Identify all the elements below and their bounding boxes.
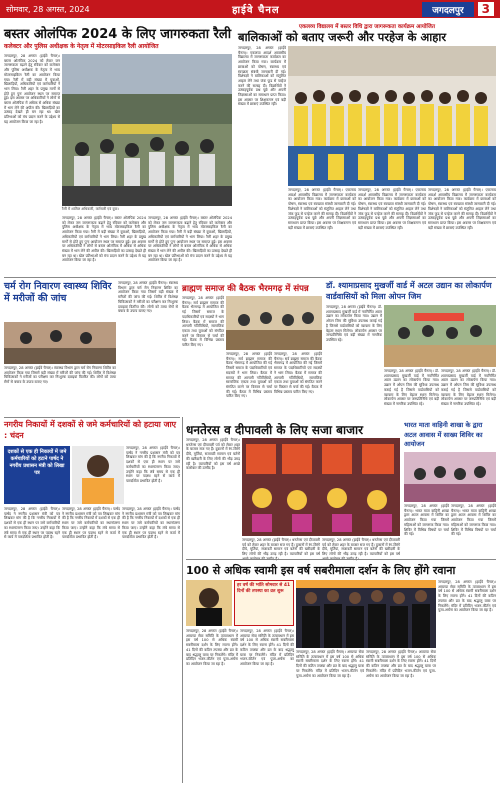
story9-photo bbox=[186, 580, 232, 626]
masthead: हाईवे चैनल bbox=[232, 5, 280, 16]
story9-body-cont3: जगदलपुर, 28 अगस्त (हाईवे चैनल)। अय्यप्पा सेवा समिति के तत्वावधान में इस वर्ष 100 से अधिक स्वामी सबरीमाला दर्शन के लिए रवाना होंगे। 41 दिनों की कठिन तपस्या और व्रत के बाद श्रद्धालु यात्रा पर निकलेंगे। मंदिर में प्रतिदिन भजन-कीर्तन एवं पूजा-अर्चना का आयोजन किया जा रहा है। bbox=[366, 650, 436, 678]
story3-body-cont: जगदलपुर, 28 अगस्त (हाईवे चैनल)। स्वास्थ्य विभाग द्वारा चर्म रोग निवारण शिविर का आयोजन किया गया जिसमें बड़ी संख्या में मरीजों की जांच की गई। शिविर में विशेषज्ञ चिकित्सकों ने मरीजों का परीक्षण कर निःशुल्क दवाइयां वितरित कीं। लोगों को त्वचा रोगों से बचाव के उपाय बताए गए। bbox=[118, 281, 178, 314]
story2-body: जगदलपुर, 28 अगस्त (हाईवे चैनल)। एकलव्य आदर्श आवासीय विद्यालय में जागरूकता कार्यक्रम का आयोजन किया गया। कार्यक्रम में छात्राओं को पोषण, स्वास्थ्य एवं स्वच्छता संबंधी जानकारी दी गई। विशेषज्ञों ने बालिकाओं को संतुलित आहार लेने तथा जंक फूड से परहेज करने की सलाह दी। विद्यार्थियों ने उत्साहपूर्वक प्रश्न पूछे और अपनी जिज्ञासाओं का समाधान प्राप्त किया। इस अवसर पर शिक्षकगण एवं बड़ी संख्या में छात्राएं उपस्थित रहीं। bbox=[238, 46, 286, 107]
page-number: 3 bbox=[478, 2, 494, 16]
city-label: जगदलपुर bbox=[422, 2, 473, 17]
story8-headline: भारत माता वाहिनी शाखा के द्वारा अटल आवास में साख्य शिविर का आयोजन bbox=[404, 421, 483, 448]
story5-body: जगदलपुर, 28 अगस्त (हाईवे चैनल)। डॉ. श्यामाप्रसाद मुखर्जी वार्ड में नवनिर्मित अटल उद्यान का लोकार्पण किया गया। उद्यान में ओपन जिम की सुविधा उपलब्ध कराई गई है जिससे वार्डवासियों को व्यायाम के लिए बेहतर स्थान मिलेगा। लोकार्पण अवसर पर जनप्रतिनिधि एवं बड़ी संख्या में नागरिक उपस्थित रहे। bbox=[326, 305, 382, 342]
story7-body-cont: जगदलपुर, 28 अगस्त (हाईवे चैनल)। धनतेरस एवं दीपावली पर्व को लेकर शहर के बाजार सज गए हैं। दुकानों में रंग-बिरंगे दीये, मूर्तियां, सजावटी सामान एवं बर्तनों की खरीदारी के लिए लोगों की भीड़ उमड़ रही है। व्यापारियों को इस वर्ष bbox=[242, 538, 320, 557]
story6-body-cont3: जगदलपुर, 28 अगस्त (हाईवे चैनल)। पार्षद ने नगरीय प्रशासन मंत्री को पत्र लिखकर मांग की है कि नगरीय निकायों में दशकों से एक ही स्थान पर जमे कर्मचारियों का स्थानांतरण किया जाए। उन्होंने कहा कि लंबे समय से एक ही स्थान पर पदस्थ रहने से कार्य में पारदर्शिता प्रभावित होती है। bbox=[122, 507, 180, 540]
story8-body-cont: जगदलपुर, 28 अगस्त (हाईवे चैनल)। भारत माता वाहिनी शाखा द्वारा अटल आवास में शिविर का आयोजन किया गया जिसमें महिलाओं को जागरूक किया गया। शिविर में विभिन्न विषयों पर चर्चा की गई। bbox=[451, 504, 496, 537]
story1-photo bbox=[62, 54, 232, 206]
story5-body-cont: जगदलपुर, 28 अगस्त (हाईवे चैनल)। डॉ. श्यामाप्रसाद मुखर्जी वार्ड में नवनिर्मित अटल उद्यान का लोकार्पण किया गया। उद्यान में ओपन जिम की सुविधा उपलब्ध कराई गई है जिससे वार्डवासियों को व्यायाम के लिए बेहतर स्थान मिलेगा। लोकार्पण अवसर पर जनप्रतिनिधि एवं बड़ी संख्या में नागरिक उपस्थित रहे। bbox=[384, 369, 439, 406]
divider-vertical bbox=[182, 417, 183, 783]
story5-photo bbox=[384, 305, 496, 367]
story9-highlight-box: हर वर्ष की भांति सोमवार से 41 दिनों की तपस्या का व्रत शुरू bbox=[234, 580, 294, 626]
story1-body-cont: जगदलपुर, 28 अगस्त (हाईवे चैनल)। बस्तर ओलंपिक 2024 को लेकर जन जागरूकता बढ़ाने हेतु रविवार को कलेक्टर और पुलिस अधीक्षक के नेतृत्व में भव्य मोटरसाइकिल रैली का आयोजन किया गया। रैली में बड़ी संख्या में युवाओं, खिलाड़ियों, अधिकारियों एवं कर्मचारियों ने भाग लिया। रैली शहर के प्रमुख मार्गों से होते हुए पुनः आयोजन स्थल पर समाप्त हुई। इस अवसर पर अधिकारियों ने लोगों से बस्तर ओलंपिक में अधिक से अधिक संख्या में भाग लेने की अपील की। खिलाड़ियों का उत्साह देखते ही बन रहा था। खेल प्रतिभाओं को मंच प्रदान करने के उद्देश्य से यह आयोजन किया जा रहा है। bbox=[62, 216, 146, 263]
header-date: सोमवार, 28 अगस्त, 2024 bbox=[6, 4, 90, 14]
story7-headline: धनतेरस व दीपावली के लिए सजा बाजार bbox=[186, 423, 364, 437]
story8-photo bbox=[404, 452, 496, 502]
story9-body-cont2: जगदलपुर, 28 अगस्त (हाईवे चैनल)। अय्यप्पा सेवा समिति के तत्वावधान में इस वर्ष 100 से अधिक स्वामी सबरीमाला दर्शन के लिए रवाना होंगे। 41 दिनों की कठिन तपस्या और व्रत के बाद श्रद्धालु यात्रा पर निकलेंगे। मंदिर में प्रतिदिन भजन-कीर्तन एवं पूजा-अर्चना का आयोजन किया जा रहा है। bbox=[296, 650, 364, 678]
story2-body-cont3: जगदलपुर, 28 अगस्त (हाईवे चैनल)। एकलव्य आदर्श आवासीय विद्यालय में जागरूकता कार्यक्रम का आयोजन किया गया। कार्यक्रम में छात्राओं को पोषण, स्वास्थ्य एवं स्वच्छता संबंधी जानकारी दी गई। विशेषज्ञों ने बालिकाओं को संतुलित आहार लेने तथा जंक फूड से परहेज करने की सलाह दी। विद्यार्थियों ने उत्साहपूर्वक प्रश्न पूछे और अपनी जिज्ञासाओं का समाधान प्राप्त किया। इस अवसर पर शिक्षकगण एवं बड़ी संख्या में छात्राएं उपस्थित रहीं। bbox=[428, 188, 496, 230]
story9-body-cont: जगदलपुर, 28 अगस्त (हाईवे चैनल)। अय्यप्पा सेवा समिति के तत्वावधान में इस वर्ष 100 से अधिक स्वामी सबरीमाला दर्शन के लिए रवाना होंगे। 41 दिनों की कठिन तपस्या और व्रत के बाद श्रद्धालु यात्रा पर निकलेंगे। मंदिर में प्रतिदिन भजन-कीर्तन एवं पूजा-अर्चना का आयोजन किया जा रहा है। bbox=[240, 629, 294, 666]
story5-headline: डॉ. श्यामाप्रसाद मुखर्जी वार्ड में अटल उद्यान का लोकार्पण वार्डवासियों को मिला ओपन जिम bbox=[326, 281, 492, 301]
story4-body: जगदलपुर, 28 अगस्त (हाईवे चैनल)। सर्व ब्राह्मण समाज की बैठक भैरमगढ़ में आयोजित की गई जिसमें समाज के पदाधिकारियों एवं सदस्यों ने भाग लिया। बैठक में समाज की आगामी गतिविधियों, सामाजिक एकता तथा युवाओं को संगठित करने पर विस्तार से चर्चा की गई। बैठक में विभिन्न प्रस्ताव पारित किए गए। bbox=[182, 296, 224, 348]
story9-body: जगदलपुर, 28 अगस्त (हाईवे चैनल)। अय्यप्पा सेवा समिति के तत्वावधान में इस वर्ष 100 से अधिक स्वामी सबरीमाला दर्शन के लिए रवाना होंगे। 41 दिनों की कठिन तपस्या और व्रत के बाद श्रद्धालु यात्रा पर निकलेंगे। मंदिर में प्रतिदिन भजन-कीर्तन एवं पूजा-अर्चना का आयोजन किया जा रहा है। bbox=[186, 629, 238, 666]
story5-body-cont2: जगदलपुर, 28 अगस्त (हाईवे चैनल)। डॉ. श्यामाप्रसाद मुखर्जी वार्ड में नवनिर्मित अटल उद्यान का लोकार्पण किया गया। उद्यान में ओपन जिम की सुविधा उपलब्ध कराई गई है जिससे वार्डवासियों को व्यायाम के लिए बेहतर स्थान मिलेगा। लोकार्पण अवसर पर जनप्रतिनिधि एवं बड़ी संख्या में नागरिक उपस्थित रहे। bbox=[441, 369, 496, 406]
story6-body-cont: जगदलपुर, 28 अगस्त (हाईवे चैनल)। पार्षद ने नगरीय प्रशासन मंत्री को पत्र लिखकर मांग की है कि नगरीय निकायों में दशकों से एक ही स्थान पर जमे कर्मचारियों का स्थानांतरण किया जाए। उन्होंने कहा कि लंबे समय से एक ही स्थान पर पदस्थ रहने से कार्य में पारदर्शिता प्रभावित होती है। bbox=[4, 507, 60, 540]
story4-body-cont2: जगदलपुर, 28 अगस्त (हाईवे चैनल)। सर्व ब्राह्मण समाज की बैठक भैरमगढ़ में आयोजित की गई जिसमें समाज के पदाधिकारियों एवं सदस्यों ने भाग लिया। बैठक में समाज की आगामी गतिविधियों, सामाजिक एकता तथा युवाओं को संगठित करने पर विस्तार से चर्चा की गई। बैठक में विभिन्न प्रस्ताव पारित किए गए। bbox=[274, 352, 322, 394]
story2-photo bbox=[288, 46, 496, 186]
story1-body: जगदलपुर, 28 अगस्त (हाईवे चैनल)। बस्तर ओलंपिक 2024 को लेकर जन जागरूकता बढ़ाने हेतु रविवार को कलेक्टर और पुलिस अधीक्षक के नेतृत्व में भव्य मोटरसाइकिल रैली का आयोजन किया गया। रैली में बड़ी संख्या में युवाओं, खिलाड़ियों, अधिकारियों एवं कर्मचारियों ने भाग लिया। रैली शहर के प्रमुख मार्गों से होते हुए पुनः आयोजन स्थल पर समाप्त हुई। इस अवसर पर अधिकारियों ने लोगों से बस्तर ओलंपिक में अधिक से अधिक संख्या में भाग लेने की अपील की। खिलाड़ियों का उत्साह देखते ही बन रहा था। खेल प्रतिभाओं को मंच प्रदान करने के उद्देश्य से यह आयोजन किया जा रहा है। bbox=[4, 54, 60, 124]
story6-headline: नगरीय निकायों में दशकों से जमे कर्मचारियों को हटाया जाए : चंदन bbox=[4, 420, 177, 440]
story7-body-cont2: जगदलपुर, 28 अगस्त (हाईवे चैनल)। धनतेरस एवं दीपावली पर्व को लेकर शहर के बाजार सज गए हैं। दुकानों में रंग-बिरंगे दीये, मूर्तियां, सजावटी सामान एवं बर्तनों की खरीदारी के लिए लोगों की भीड़ उमड़ रही है। व्यापारियों को इस वर्ष bbox=[322, 538, 400, 557]
story9-body-cont4: जगदलपुर, 28 अगस्त (हाईवे चैनल)। अय्यप्पा सेवा समिति के तत्वावधान में इस वर्ष 100 से अधिक स्वामी सबरीमाला दर्शन के लिए रवाना होंगे। 41 दिनों की कठिन तपस्या और व्रत के बाद श्रद्धालु यात्रा पर निकलेंगे। मंदिर में प्रतिदिन भजन-कीर्तन एवं पूजा-अर्चना का आयोजन किया जा रहा है। bbox=[438, 580, 496, 613]
story7-body: जगदलपुर, 28 अगस्त (हाईवे चैनल)। धनतेरस एवं दीपावली पर्व को लेकर शहर के बाजार सज गए हैं। दुकानों में रंग-बिरंगे दीये, मूर्तियां, सजावटी सामान एवं बर्तनों की खरीदारी के लिए लोगों की भीड़ उमड़ रही है। व्यापारियों को इस वर्ष अच्छे कारोबार की उम्मीद है। bbox=[186, 438, 240, 471]
story6-quote-box: दशकों से एक ही निकायों में जमे कर्मचारियों को हटाने पार्षद ने नगरीय प्रशासन मंत्री को लिखा पत्र bbox=[4, 446, 70, 504]
story4-body-cont: जगदलपुर, 28 अगस्त (हाईवे चैनल)। सर्व ब्राह्मण समाज की बैठक भैरमगढ़ में आयोजित की गई जिसमें समाज के पदाधिकारियों एवं सदस्यों ने भाग लिया। बैठक में समाज की आगामी गतिविधियों, सामाजिक एकता तथा युवाओं को संगठित करने पर विस्तार से चर्चा की गई। बैठक में विभिन्न प्रस्ताव पारित किए गए। bbox=[226, 352, 272, 399]
story2-headline: बालिकाओं को बताए जरूरी और परहेज के आहार bbox=[238, 30, 447, 44]
divider-left bbox=[4, 417, 180, 418]
divider-lower bbox=[186, 559, 496, 560]
story3-photo bbox=[4, 322, 116, 364]
story1-body-cont2: जगदलपुर, 28 अगस्त (हाईवे चैनल)। बस्तर ओलंपिक 2024 को लेकर जन जागरूकता बढ़ाने हेतु रविवार को कलेक्टर और पुलिस अधीक्षक के नेतृत्व में भव्य मोटरसाइकिल रैली का आयोजन किया गया। रैली में बड़ी संख्या में युवाओं, खिलाड़ियों, अधिकारियों एवं कर्मचारियों ने भाग लिया। रैली शहर के प्रमुख मार्गों से होते हुए पुनः आयोजन स्थल पर समाप्त हुई। इस अवसर पर अधिकारियों ने लोगों से बस्तर ओलंपिक में अधिक से अधिक संख्या में भाग लेने की अपील की। खिलाड़ियों का उत्साह देखते ही बन रहा था। खेल प्रतिभाओं को मंच प्रदान करने के उद्देश्य से यह आयोजन किया जा रहा है। bbox=[148, 216, 232, 263]
story9-headline: 100 से अधिक स्वामी इस वर्ष सबरीमाला दर्शन के लिए होंगे रवाना bbox=[186, 564, 456, 577]
story1-headline: बस्तर ओलंपिक 2024 के लिए जागरुकता रैली bbox=[4, 27, 232, 42]
story4-photo bbox=[226, 296, 322, 350]
story6-photo bbox=[72, 446, 124, 504]
story6-body: जगदलपुर, 28 अगस्त (हाईवे चैनल)। पार्षद ने नगरीय प्रशासन मंत्री को पत्र लिखकर मांग की है कि नगरीय निकायों में दशकों से एक ही स्थान पर जमे कर्मचारियों का स्थानांतरण किया जाए। उन्होंने कहा कि लंबे समय से एक ही स्थान पर पदस्थ रहने से कार्य में पारदर्शिता प्रभावित होती है। bbox=[126, 446, 180, 483]
story9-photo-group bbox=[296, 580, 436, 648]
story2-body-cont: जगदलपुर, 28 अगस्त (हाईवे चैनल)। एकलव्य आदर्श आवासीय विद्यालय में जागरूकता कार्यक्रम का आयोजन किया गया। कार्यक्रम में छात्राओं को पोषण, स्वास्थ्य एवं स्वच्छता संबंधी जानकारी दी गई। विशेषज्ञों ने बालिकाओं को संतुलित आहार लेने तथा जंक फूड से परहेज करने की सलाह दी। विद्यार्थियों ने उत्साहपूर्वक प्रश्न पूछे और अपनी जिज्ञासाओं का समाधान प्राप्त किया। इस अवसर पर शिक्षकगण एवं बड़ी संख्या में छात्राएं उपस्थित रहीं। bbox=[288, 188, 356, 230]
story3-headline: चर्म रोग निवारण स्वास्थ्य शिविर में मरीजों की जांच bbox=[4, 281, 112, 304]
story1-caption: रैली में शामिल अधिकारी, कर्मचारी एवं युवा। bbox=[62, 207, 119, 211]
story6-body-cont2: जगदलपुर, 28 अगस्त (हाईवे चैनल)। पार्षद ने नगरीय प्रशासन मंत्री को पत्र लिखकर मांग की है कि नगरीय निकायों में दशकों से एक ही स्थान पर जमे कर्मचारियों का स्थानांतरण किया जाए। उन्होंने कहा कि लंबे समय से एक ही स्थान पर पदस्थ रहने से कार्य में पारदर्शिता प्रभावित होती है। bbox=[62, 507, 120, 540]
story7-photo bbox=[242, 438, 400, 536]
story2-kicker: एकलव्य विद्यालय में बस्तर विधि द्वारा जागरूकता कार्यक्रम आयोजित bbox=[298, 24, 436, 30]
story4-headline: ब्राह्मण समाज की बैठक भैरमगढ़ में संपन्न bbox=[182, 284, 309, 294]
story1-subhead: कलेक्टर और पुलिस अधीक्षक के नेतृत्व में मोटरसाइकिल रैली आयोजित bbox=[4, 43, 159, 50]
story2-body-cont2: जगदलपुर, 28 अगस्त (हाईवे चैनल)। एकलव्य आदर्श आवासीय विद्यालय में जागरूकता कार्यक्रम का आयोजन किया गया। कार्यक्रम में छात्राओं को पोषण, स्वास्थ्य एवं स्वच्छता संबंधी जानकारी दी गई। विशेषज्ञों ने बालिकाओं को संतुलित आहार लेने तथा जंक फूड से परहेज करने की सलाह दी। विद्यार्थियों ने उत्साहपूर्वक प्रश्न पूछे और अपनी जिज्ञासाओं का समाधान प्राप्त किया। इस अवसर पर शिक्षकगण एवं बड़ी संख्या में छात्राएं उपस्थित रहीं। bbox=[358, 188, 426, 230]
divider bbox=[4, 277, 496, 278]
story8-body: जगदलपुर, 28 अगस्त (हाईवे चैनल)। भारत माता वाहिनी शाखा द्वारा अटल आवास में शिविर का आयोजन किया गया जिसमें महिलाओं को जागरूक किया गया। शिविर में विभिन्न विषयों पर चर्चा की गई। bbox=[404, 504, 449, 537]
story3-body: जगदलपुर, 28 अगस्त (हाईवे चैनल)। स्वास्थ्य विभाग द्वारा चर्म रोग निवारण शिविर का आयोजन किया गया जिसमें बड़ी संख्या में मरीजों की जांच की गई। शिविर में विशेषज्ञ चिकित्सकों ने मरीजों का परीक्षण कर निःशुल्क दवाइयां वितरित कीं। लोगों को त्वचा रोगों से बचाव के उपाय बताए गए। bbox=[4, 366, 116, 385]
page-header bbox=[0, 0, 500, 18]
